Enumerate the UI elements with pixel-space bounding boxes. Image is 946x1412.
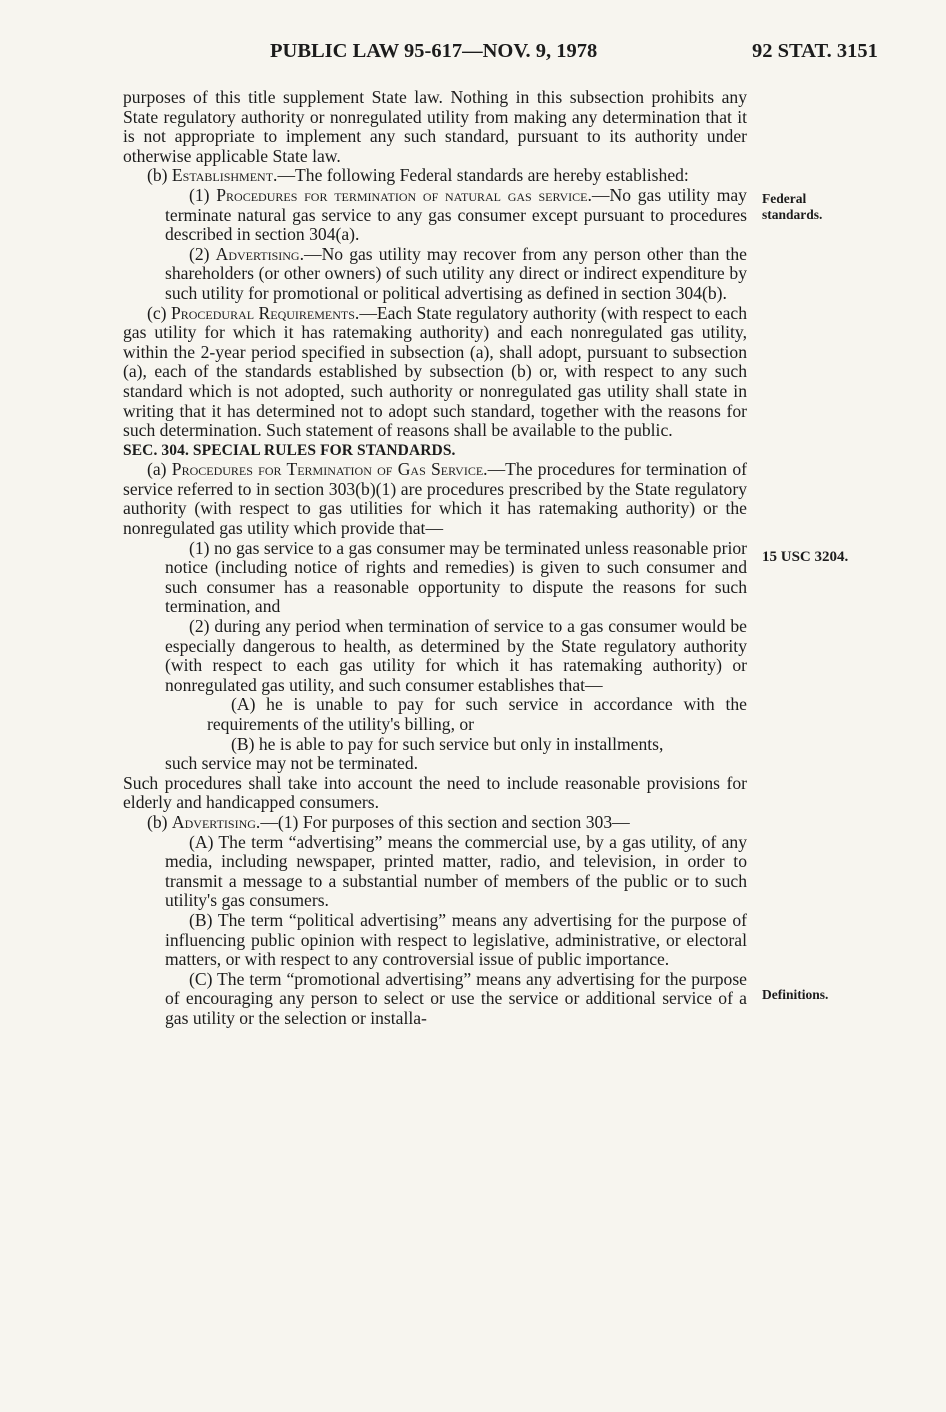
paragraph-a2A: (A) he is unable to pay for such service in accordance with the requirements of the utility's billing, or (207, 694, 747, 734)
heading: Procedural Requirements. (170, 302, 360, 323)
label: (2) (189, 243, 210, 264)
subsection-b-advertising (123, 813, 747, 833)
subsection-a-termination (123, 460, 747, 538)
paragraph-b1 (123, 186, 747, 245)
paragraph-a-tail: such service may not be terminated. (165, 753, 419, 774)
label: (b) (147, 811, 168, 832)
text: —No gas utility may terminate natural gas service to any gas consumer except pursuant to procedures described in section 304(a). (165, 184, 747, 245)
margin-note-line: Federal (762, 191, 807, 206)
margin-note-line: standards. (762, 207, 823, 222)
definition-B: (B) The term “political advertising” means any advertising for the purpose of influencing public opinion with respect to legislative, administrative, or electoral matters, or with respect to any controversial issue of public importance. (165, 909, 747, 970)
margin-note-usc: 15 USC 3204. (762, 549, 849, 565)
page-header-stat: 92 STAT. 3151 (752, 40, 878, 62)
heading: Procedures for termination of natural gas service. (216, 184, 592, 205)
definition-A: (A) The term “advertising” means the commercial use, by a gas utility, of any media, including newspaper, printed matter, radio, and television, in order to transmit a message to a substantial number of members of the public or to such utility's gas consumers. (165, 831, 747, 911)
text: —No gas utility may recover from any person other than the shareholders (or other owners) of such utility any direct or indirect expenditure by such utility for promotional or political advertising as defined in section 304(b). (165, 243, 747, 303)
heading: Procedures for Termination of Gas Service. (171, 459, 488, 480)
heading: Advertising. (171, 811, 261, 832)
text: —The procedures for termination of service referred to in section 303(b)(1) are procedures prescribed by the State regulatory authority (with respect to gas utilities for which it has ratemaking authority) or the nonregulated gas utility which provide that— (123, 459, 747, 539)
paragraph-a2B: (B) he is able to pay for such service but only in installments, (231, 733, 664, 754)
margin-note-federal-standards (762, 191, 822, 223)
section-heading: SEC. 304. SPECIAL RULES FOR STANDARDS. (123, 441, 456, 459)
paragraph-b2 (123, 245, 747, 304)
paragraph-a2: (2) during any period when termination of service to a gas consumer would be especially dangerous to health, as determined by the State regulatory authority (with respect to each gas utility for which it has ratemaking authority) or nonregulated gas utility, and such consumer establishes that— (165, 616, 747, 695)
subsection-c-procedural (123, 304, 747, 441)
label: (a) (147, 459, 167, 480)
text: —(1) For purposes of this section and section 303— (260, 811, 630, 832)
margin-note-definitions: Definitions. (762, 987, 829, 1002)
paragraph-continuation: purposes of this title supplement State law. Nothing in this subsection prohibits any State regulatory authority or nonregulated utility from making any determination that it is not appropriate to implement any such standard, pursuant to its authority under otherwise applicable State law. (123, 87, 747, 166)
text: —Each State regulatory authority (with respect to each gas utility for which it has ratemaking authority) and each nonregulated gas utility, within the 2-year period specified in subsection (a), shall adopt, pursuant to subsection (a), each of the standards established by subsection (b) or, with respect to any such standard which is not adopted, such authority or nonregulated gas utility shall state in writing that it has determined not to adopt such standard, together with the reasons for such determination. Such statement of reasons shall be available to the public. (123, 302, 747, 441)
paragraph-procedures: Such procedures shall take into account the need to include reasonable provisions for elderly and handicapped consumers. (123, 772, 747, 813)
paragraph-a1: (1) no gas service to a gas consumer may be terminated unless reasonable prior notice (including notice of rights and remedies) is given to such consumer and such consumer has a reasonable opportunity to dispute the reasons for such termination, and (165, 537, 747, 617)
heading: Advertising. (215, 243, 304, 264)
page-header-title: PUBLIC LAW 95-617—NOV. 9, 1978 (270, 40, 598, 62)
heading: Establishment. (171, 165, 278, 186)
label: (b) (147, 165, 168, 186)
definition-C: (C) The term “promotional advertising” means any advertising for the purpose of encouraging any person to select or use the service or additional service of a gas utility or the selection or installa- (165, 968, 747, 1028)
label: (c) (147, 302, 167, 323)
subsection-b-establishment (123, 166, 747, 186)
label: (1) (189, 184, 210, 205)
document-body (123, 88, 747, 1029)
text: —The following Federal standards are hereby established: (277, 165, 689, 186)
